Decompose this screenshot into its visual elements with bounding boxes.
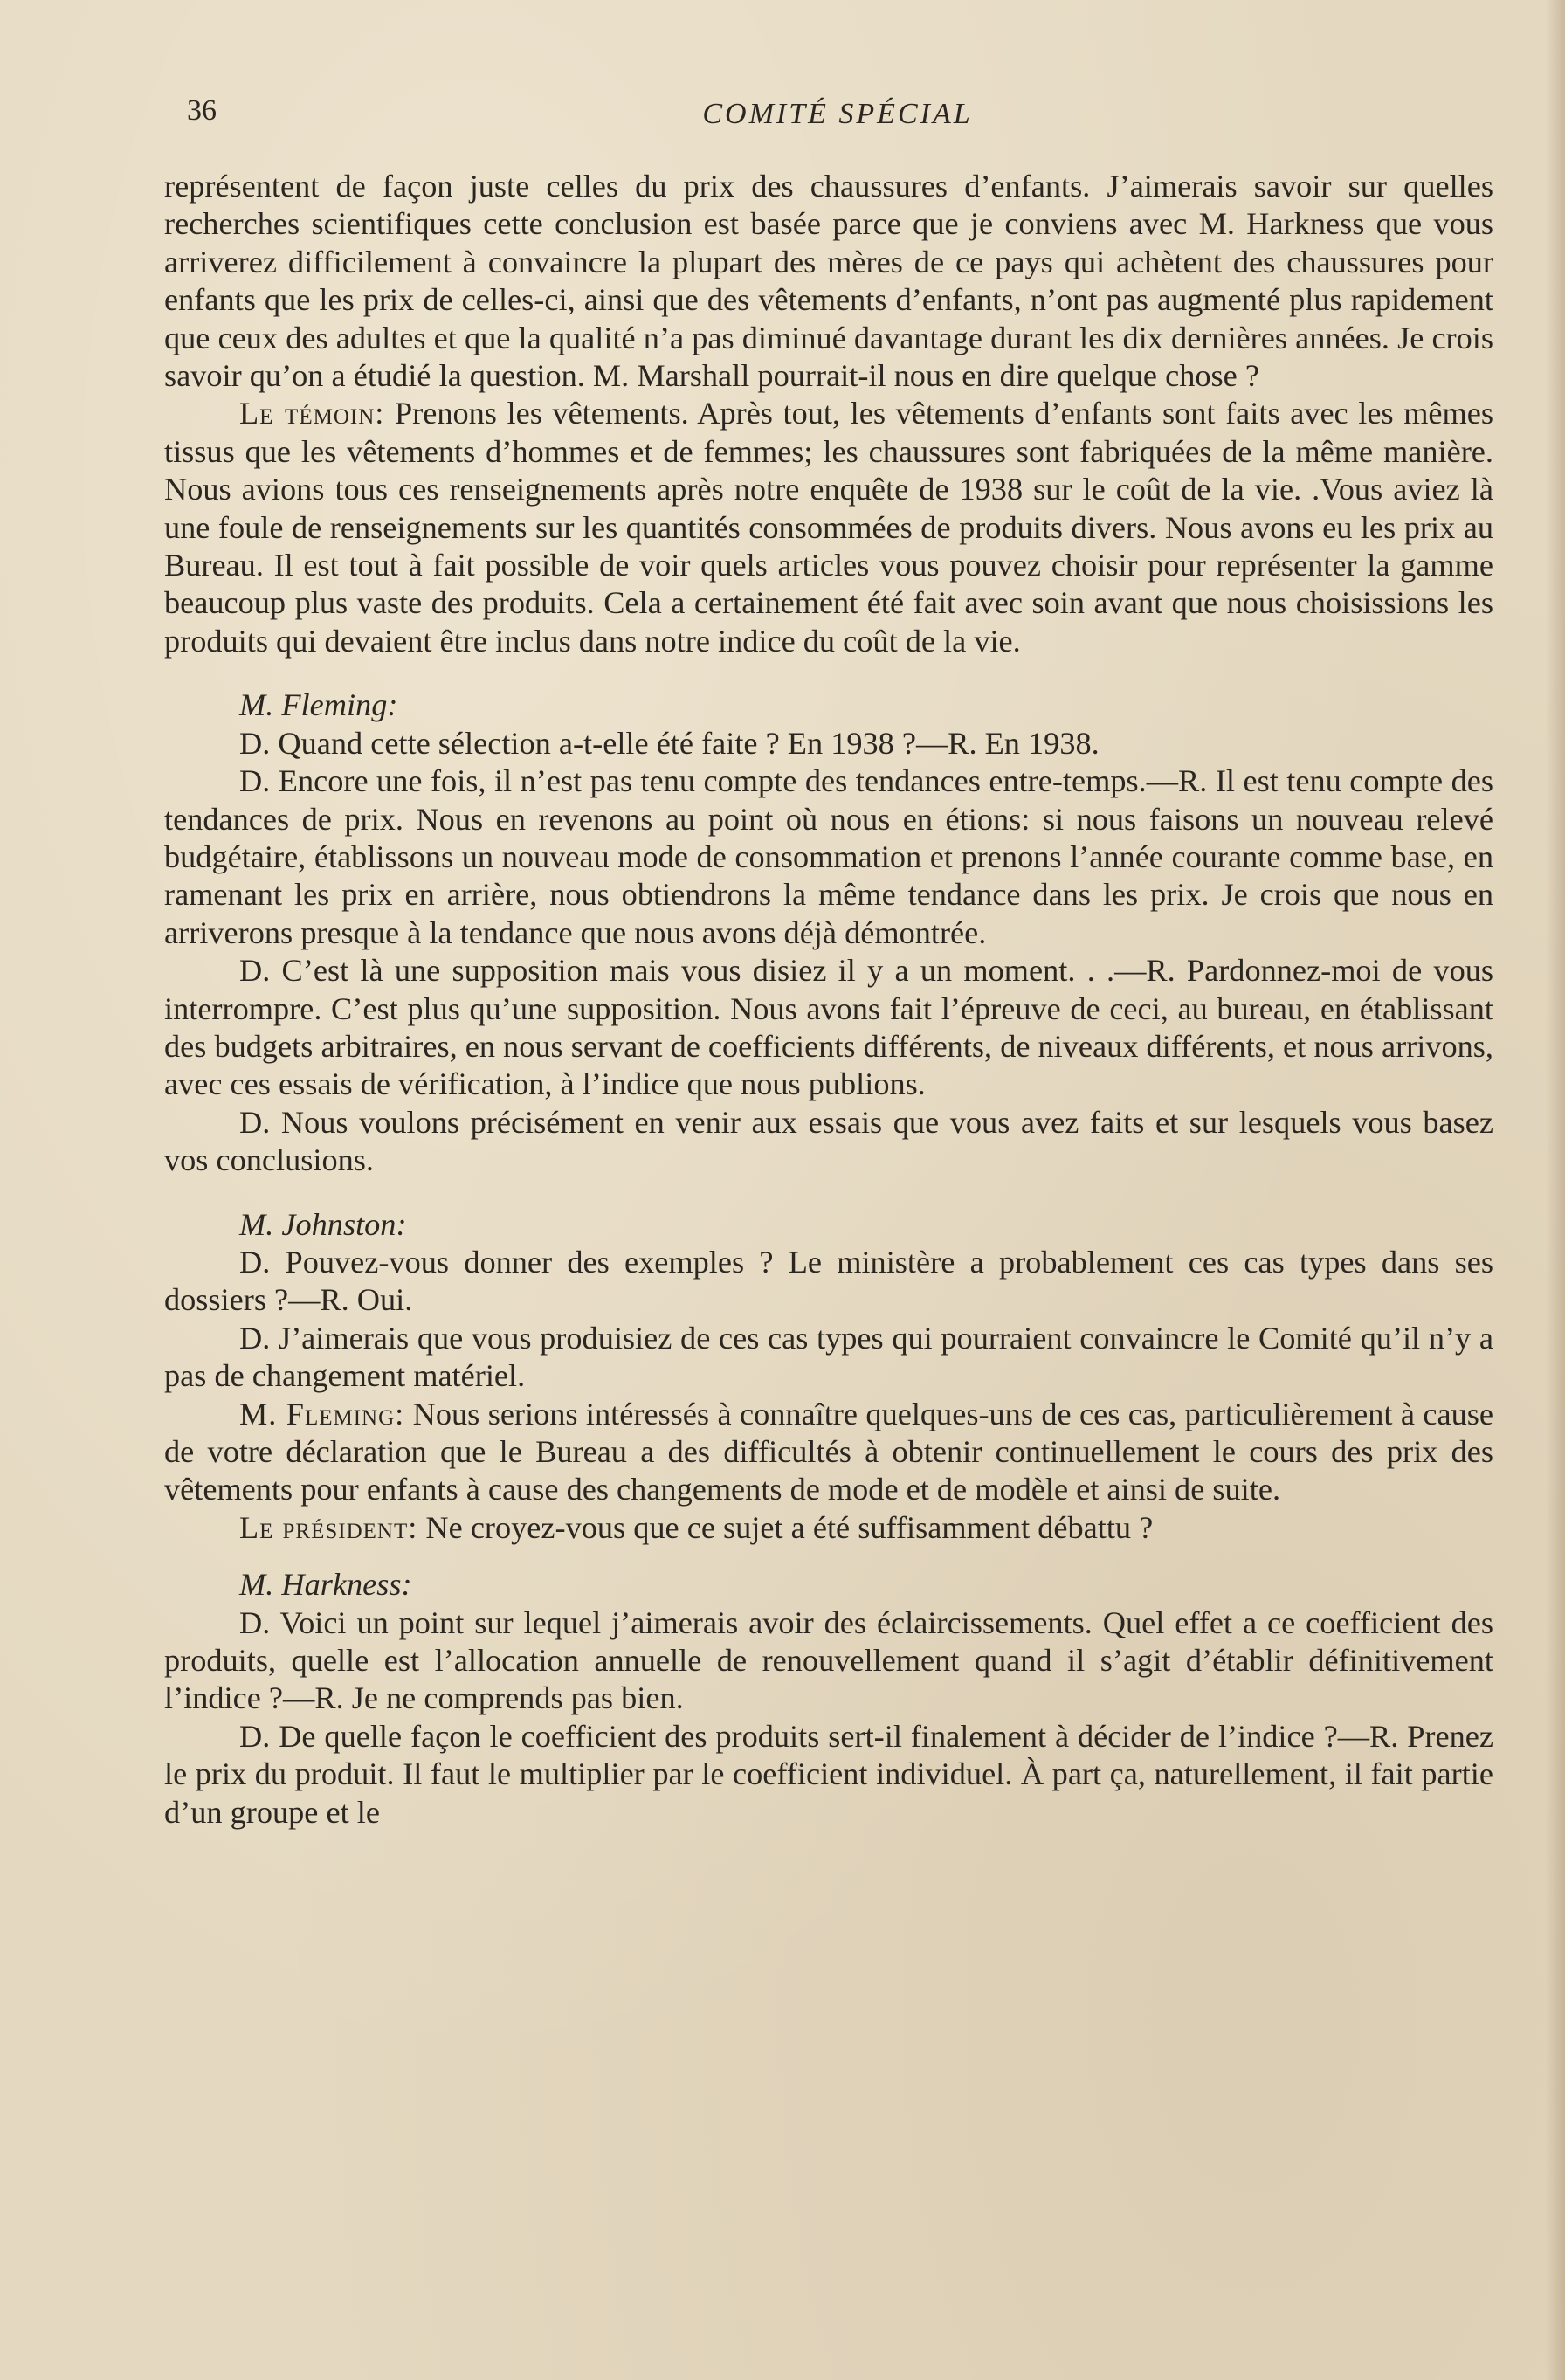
paragraph: D. Encore une fois, il n’est pas tenu compte des tendances entre-temps.—R. Il est tenu compte des tendances de prix. Nous en revenons au point où nous en étions: si nous faisons un nouveau relevé budgétaire, établissons un nouveau mode de consommation et prenons l’année courante comme base, en ramenant les prix en arrière, nous obtiendrons la même tendance dans les prix. Je crois que nous en arriverons presque à la tendance que nous avons déjà démontrée. bbox=[164, 763, 1493, 950]
speaker-heading-fleming: M. Fleming: bbox=[239, 687, 398, 723]
page-header bbox=[187, 94, 1488, 147]
paragraph: D. Quand cette sélection a-t-elle été faite ? En 1938 ?—R. En 1938. bbox=[239, 725, 1100, 761]
paragraph: D. Voici un point sur lequel j’aimerais avoir des éclaircissements. Quel effet a ce coefficient des produits, quelle est l’allocation annuelle de renouvellement quand il s’agit d’établir définitivement l’indice ?—R. Je ne comprends pas bien. bbox=[164, 1604, 1493, 1716]
paragraph: D. Pouvez-vous donner des exemples ? Le ministère a probablement ces cas types dans ses dossiers ?—R. Oui. bbox=[164, 1244, 1493, 1318]
paragraph-fleming bbox=[164, 1396, 1493, 1509]
running-title: COMITÉ SPÉCIAL bbox=[702, 98, 973, 130]
page-number: 36 bbox=[187, 94, 217, 127]
paragraph-text: Nous serions intéressés à connaître quelques-uns de ces cas, particulièrement à cause de votre déclaration que le Bureau a des difficultés à obtenir continuellement le cours des prix des vêtements pour enfants à cause des changements de mode et de modèle et ainsi de suite. bbox=[164, 1396, 1493, 1507]
page-edge-shadow bbox=[1546, 0, 1565, 2380]
speaker-label: Le président: bbox=[239, 1509, 418, 1545]
paragraph: D. Nous voulons précisément en venir aux essais que vous avez faits et sur lesquels vous basez vos conclusions. bbox=[164, 1104, 1493, 1178]
speaker-heading-harkness: M. Harkness: bbox=[239, 1567, 412, 1603]
paragraph: représentent de façon juste celles du prix des chaussures d’enfants. J’aimerais savoir sur quelles recherches scientifiques cette conclusion est basée parce que je conviens avec M. Harkness que vous arriverez difficilement à convaincre la plupart des mères de ce pays qui achètent des chaussures pour enfants que les prix de celles-ci, ainsi que des vêtements d’enfants, n’ont pas augmenté plus rapidement que ceux des adultes et que la qualité n’a pas diminué davantage durant les dix dernières années. Je crois savoir qu’on a étudié la question. M. Marshall pourrait-il nous en dire quelque chose ? bbox=[164, 169, 1493, 394]
paragraph-witness bbox=[164, 395, 1493, 660]
speaker-heading-johnston: M. Johnston: bbox=[239, 1206, 407, 1242]
paragraph-president bbox=[164, 1509, 1493, 1547]
paragraph: D. C’est là une supposition mais vous disiez il y a un moment. . .—R. Pardonnez-moi de vous interrompre. C’est plus qu’une supposition. Nous avons fait l’épreuve de ceci, au bureau, en établissant des budgets arbitraires, en nous servant de coefficients différents, de niveaux différents, et nous arrivons, avec ces essais de vérification, à l’indice que nous publions. bbox=[164, 953, 1493, 1102]
paragraph: D. J’aimerais que vous produisiez de ces cas types qui pourraient convaincre le Comité qu’il n’y a pas de changement matériel. bbox=[164, 1320, 1493, 1394]
paragraph: D. De quelle façon le coefficient des produits sert-il finalement à décider de l’indice ?—R. Prenez le prix du produit. Il faut le multiplier par le coefficient individuel. À part ça, naturellement, il fait partie d’un groupe et le bbox=[164, 1718, 1493, 1830]
page-body bbox=[164, 168, 1493, 1832]
paragraph-text: Ne croyez-vous que ce sujet a été suffisamment débattu ? bbox=[417, 1509, 1154, 1545]
speaker-label: M. Fleming: bbox=[239, 1396, 405, 1431]
paragraph-text: Prenons les vêtements. Après tout, les vêtements d’enfants sont faits avec les mêmes tissus que les vêtements d’hommes et de femmes; les chaussures sont fabriquées de la même manière. Nous avions tous ces renseignements après notre enquête de 1938 sur le coût de la vie. .Vous aviez là une foule de renseignements sur les quantités consommées de produits divers. Nous avons eu les prix au Bureau. Il est tout à fait possible de voir quels articles vous pouvez choisir pour représenter la gamme beaucoup plus vaste des produits. Cela a certainement été fait avec soin avant que nous choisissions les produits qui devaient être inclus dans notre indice du coût de la vie. bbox=[164, 396, 1494, 659]
speaker-label: Le témoin: bbox=[239, 396, 385, 431]
